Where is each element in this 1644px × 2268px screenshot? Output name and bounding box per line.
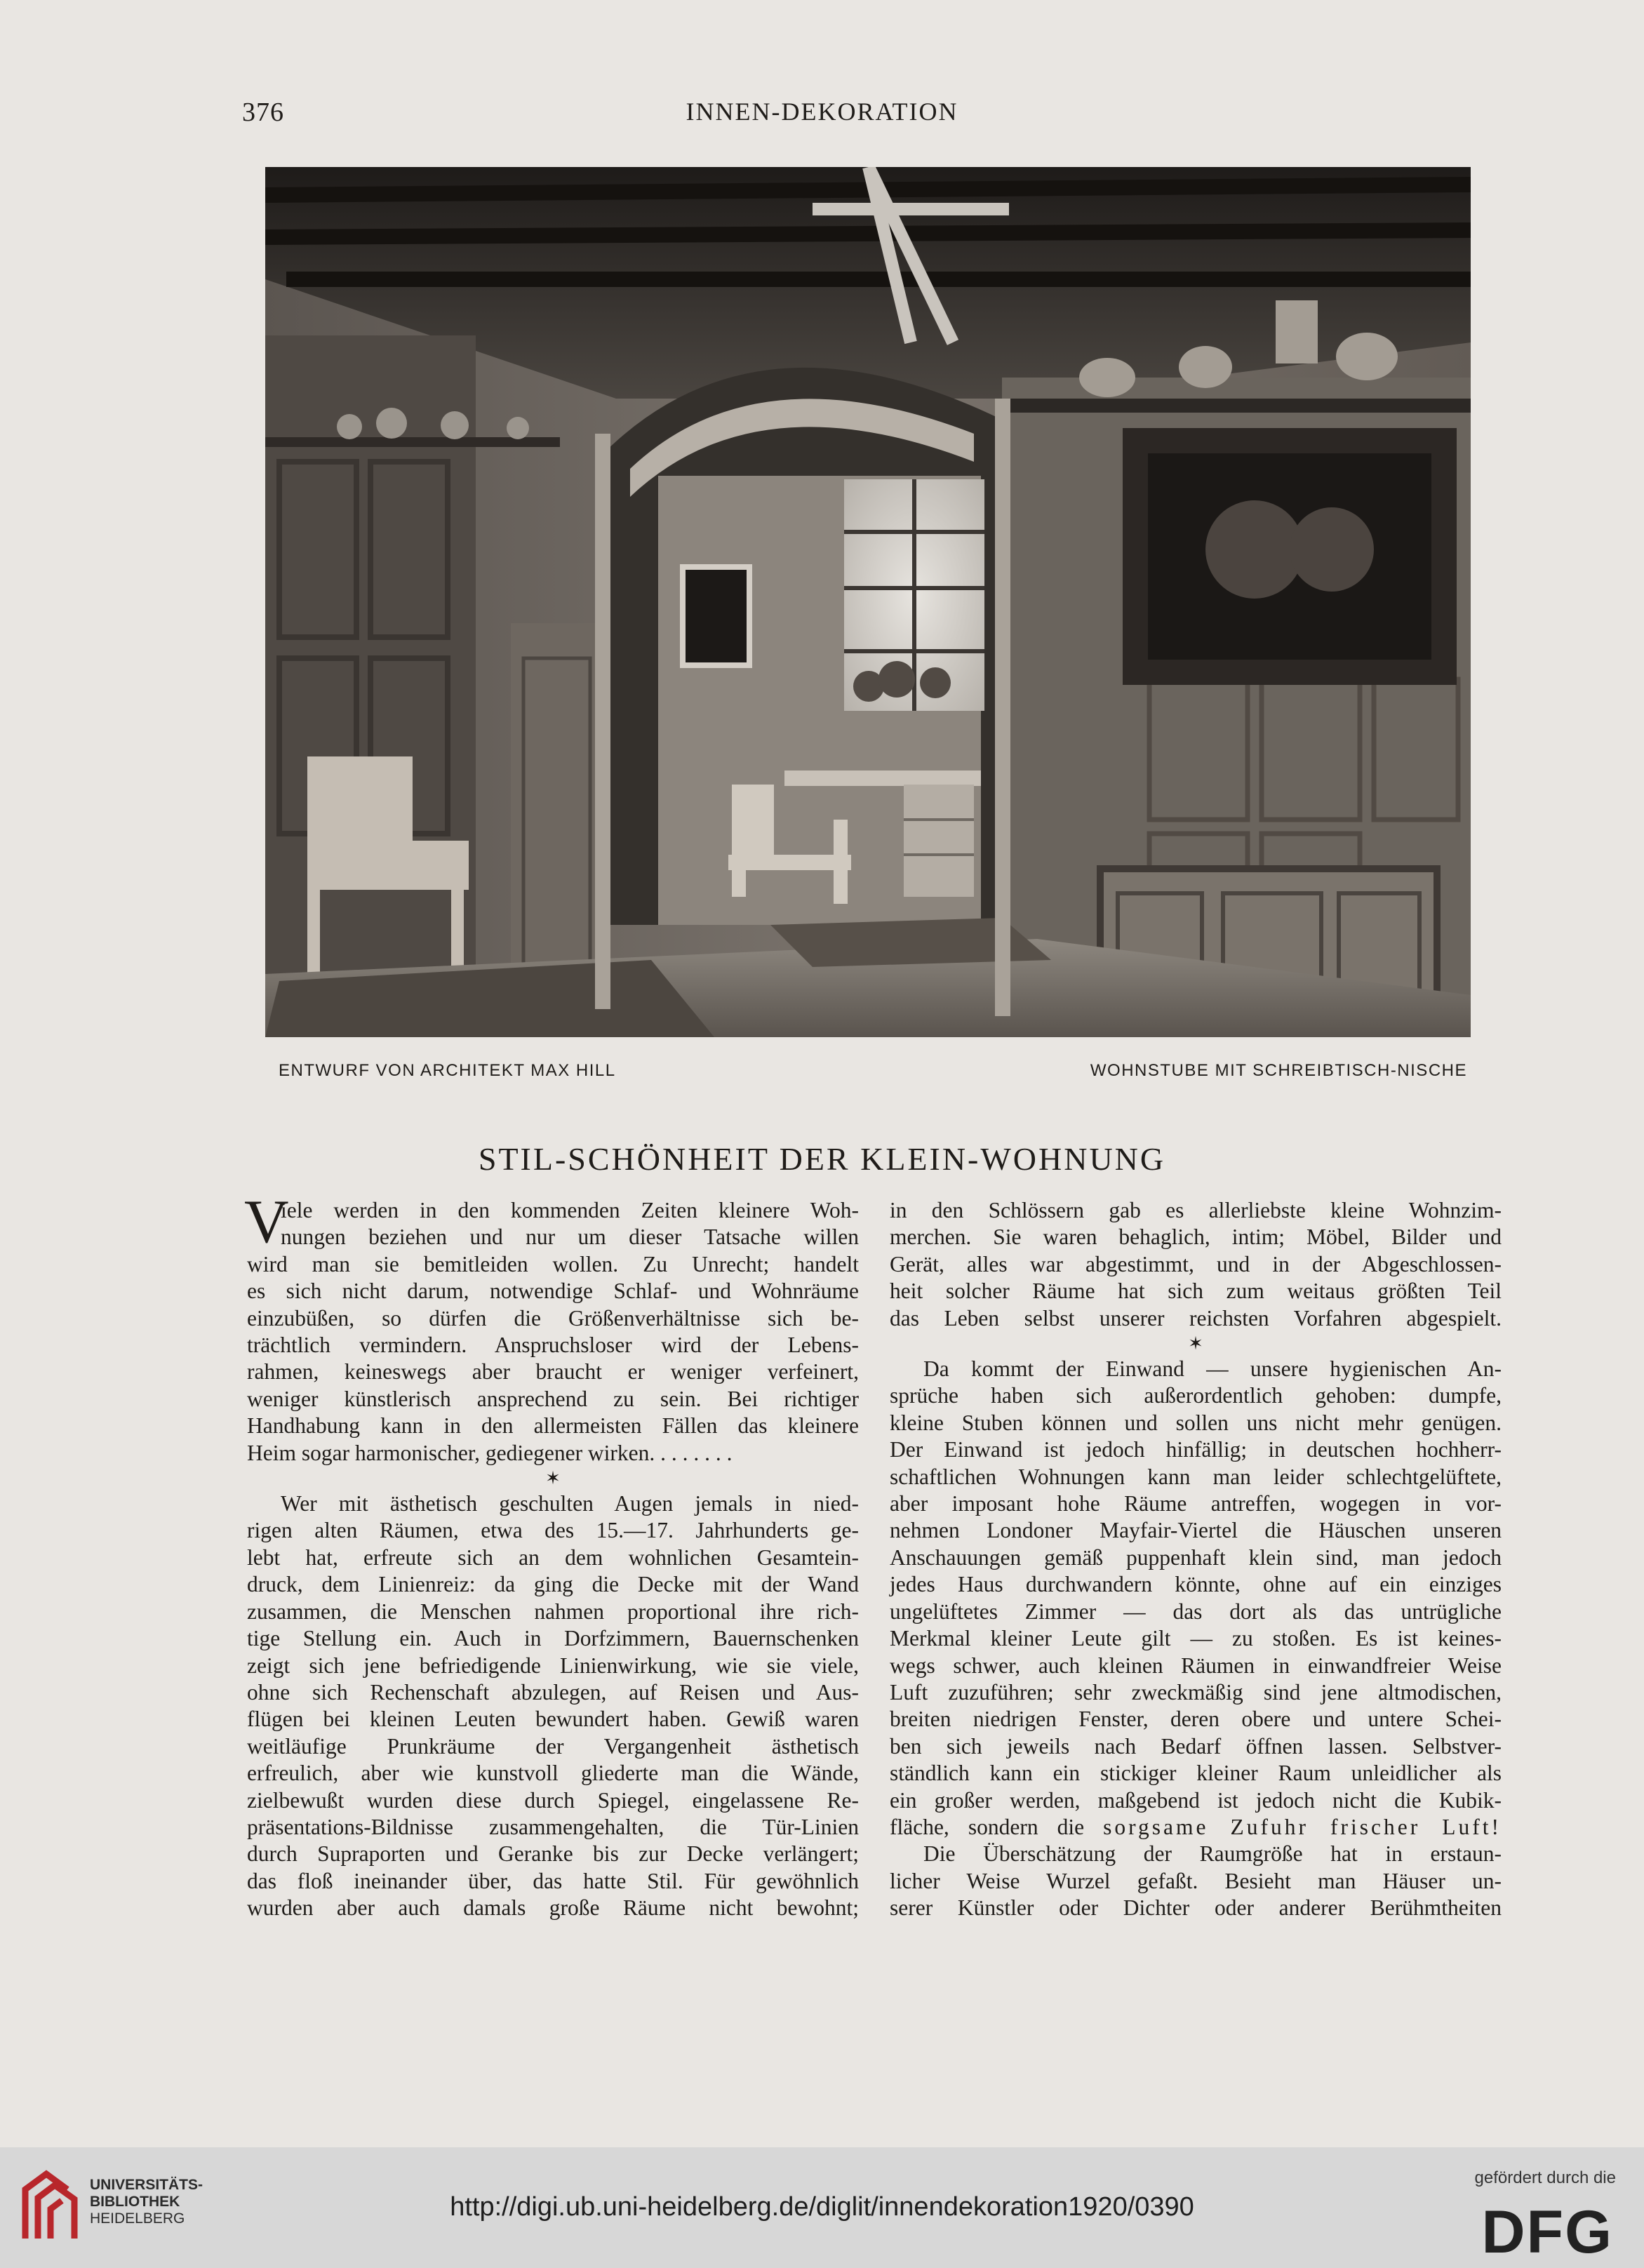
paragraph [890,1197,1502,1332]
text-line: iele werden in den kommenden Zeiten kleinere Woh- [281,1198,859,1222]
text-line: rahmen, keineswegs aber braucht er weniger verfeinert, [247,1359,859,1385]
text-line: schaftlichen Wohnungen kann man leider schlechtgelüftete, [890,1464,1502,1489]
library-name-line: UNIVERSITÄTS- [90,2177,203,2193]
interior-photograph [265,167,1471,1037]
text-line: jedes Haus durchwandern könnte, ohne auf ein einziges [890,1572,1502,1597]
text-line: in den Schlössern gab es allerliebste kleine Wohnzim- [890,1198,1502,1222]
text-line: wird man sie bemitleiden wollen. Zu Unrecht; handelt [247,1251,859,1276]
text-line: merchen. Sie waren behaglich, intim; Möbel, Bilder und [890,1225,1502,1250]
text-line: Luft zuzuführen; sehr zweckmäßig sind jene altmodischen, [890,1679,1502,1705]
paragraph [247,1490,859,1922]
text-line: weniger künstlerisch ansprechend zu sein. Bei richtiger [247,1386,859,1411]
text-line: einzubüßen, so dürfen die Größenverhältnisse sich be- [247,1305,859,1330]
text-line: durch Supraporten und Geranke bis zur Decke verlängert; [247,1841,859,1867]
section-separator: ✶ [1188,1333,1203,1354]
funded-by-label: gefördert durch die [1474,2168,1616,2187]
text-line: ben sich jeweils nach Bedarf öffnen lassen. Selbstver- [890,1733,1502,1759]
figure-caption-left: ENTWURF VON ARCHITEKT MAX HILL [279,1061,616,1080]
text-line: flügen bei kleinen Leuten bewundert haben. Gewiß waren [247,1707,859,1732]
text-line: das floß ineinander über, das hatte Stil. Für gewöhnlich [247,1868,859,1893]
text-line: ohne sich Rechenschaft abzulegen, auf Reisen und Aus- [247,1679,859,1705]
text-line: druck, dem Linienreiz: da ging die Decke mit der Wand [247,1572,859,1597]
text-line [890,1814,1502,1841]
text-line: kleine Stuben können und sollen uns nicht mehr genügen. [890,1410,1502,1435]
article-title: STIL-SCHÖNHEIT DER KLEIN-WOHNUNG [478,1141,1166,1177]
text-line: Da kommt der Einwand — unsere hygienischen An- [923,1356,1502,1382]
text-line: ein großer werden, maßgebend ist jedoch nicht die Kubik- [890,1787,1502,1813]
permalink[interactable]: http://digi.ub.uni-heidelberg.de/diglit/innendekoration1920/0390 [450,2192,1194,2222]
text-line: Heim sogar harmonischer, gediegener wirken. . . . . . . . [247,1440,733,1465]
text-line: Gerät, alles war abgestimmt, und in der Abgeschlossen- [890,1251,1502,1276]
text-line: weitläufige Prunkräume der Vergangenheit ästhetisch [247,1733,859,1759]
text-line: ungelüftetes Zimmer — das dort als das untrügliche [890,1599,1502,1624]
text-line: heit solcher Räume hat sich zum weitaus größten Teil [890,1279,1502,1304]
running-title: INNEN-DEKORATION [686,98,958,126]
text-line: licher Weise Wurzel gefaßt. Besieht man Häuser un- [890,1868,1502,1893]
text-line: wegs schwer, auch kleinen Räumen in einwandfreier Weise [890,1653,1502,1678]
page-header [0,97,1644,139]
text-line: nungen beziehen und nur um dieser Tatsache willen [281,1225,859,1250]
text-fragment: fläche, sondern die [890,1814,1104,1839]
emphasized-text: sorgsame Zufuhr frischer Luft! [1103,1814,1502,1839]
text-column-left [244,1188,859,1922]
text-line: Anschauungen gemäß puppenhaft klein sind, man jedoch [890,1545,1502,1570]
text-line: Handhabung kann in den allermeisten Fällen das kleinere [247,1413,859,1439]
figure-caption-right: WOHNSTUBE MIT SCHREIBTISCH-NISCHE [1090,1061,1467,1080]
text-line: rigen alten Räumen, etwa des 15.—17. Jahrhunderts ge- [247,1518,859,1543]
text-line: sprüche haben sich außerordentlich gehoben: dumpfe, [890,1383,1502,1408]
library-name-line: HEIDELBERG [90,2210,185,2227]
text-column-right [890,1197,1502,1922]
text-line: zielbewußt wurden diese durch Spiegel, eingelassene Re- [247,1787,859,1813]
text-line: ständlich kann ein stickiger kleiner Raum unleidlicher als [890,1761,1502,1786]
paragraph [890,1356,1502,1841]
text-line: aber imposant hohe Räume antreffen, wogegen in vor- [890,1491,1502,1516]
paragraph [890,1841,1502,1921]
drop-cap: V [244,1188,289,1256]
text-line: serer Künstler oder Dichter oder anderer Berühmtheiten [890,1895,1502,1921]
text-line: zeigt sich jene befriedigende Linienwirkung, wie sie viele, [247,1653,859,1678]
paragraph [244,1188,859,1467]
text-line: lebt hat, erfreute sich an dem wohnlichen Gesamtein- [247,1545,859,1570]
text-line: zusammen, die Menschen nahmen proportional ihre rich- [247,1599,859,1624]
text-line: breiten niedrigen Fenster, deren obere und untere Schei- [890,1707,1502,1732]
text-line: es sich nicht darum, notwendige Schlaf- und Wohnräume [247,1279,859,1304]
text-line: Der Einwand ist jedoch hinfällig; in deutschen hochherr- [890,1437,1502,1462]
text-line: das Leben selbst unserer reichsten Vorfahren abgespielt. [890,1305,1502,1330]
digitization-footer [0,2147,1644,2268]
text-line: Die Überschätzung der Raumgröße hat in erstaun- [923,1841,1502,1867]
text-line: nehmen Londoner Mayfair-Viertel die Häuschen unseren [890,1518,1502,1543]
text-line: Merkmal kleiner Leute gilt — zu stoßen. Es ist keines- [890,1626,1502,1651]
section-separator: ✶ [545,1468,561,1489]
text-line: wurden aber auch damals große Räume nicht bewohnt; [247,1895,859,1921]
dfg-logo: DFG [1481,2199,1613,2266]
text-line: präsentations-Bildnisse zusammengehalten, die Tür-Linien [247,1814,859,1839]
room-photo-illustration [265,167,1471,1037]
library-name-line: BIBLIOTHEK [90,2194,180,2210]
text-line: trächtlich vermindern. Anspruchsloser wird der Lebens- [247,1333,859,1358]
text-line: erfreulich, aber wie kunstvoll gliederte man die Wände, [247,1761,859,1786]
text-line: tige Stellung ein. Auch in Dorfzimmern, Bauernschenken [247,1626,859,1651]
text-line: Wer mit ästhetisch geschulten Augen jemals in nied- [281,1491,859,1516]
page-number: 376 [242,98,284,127]
